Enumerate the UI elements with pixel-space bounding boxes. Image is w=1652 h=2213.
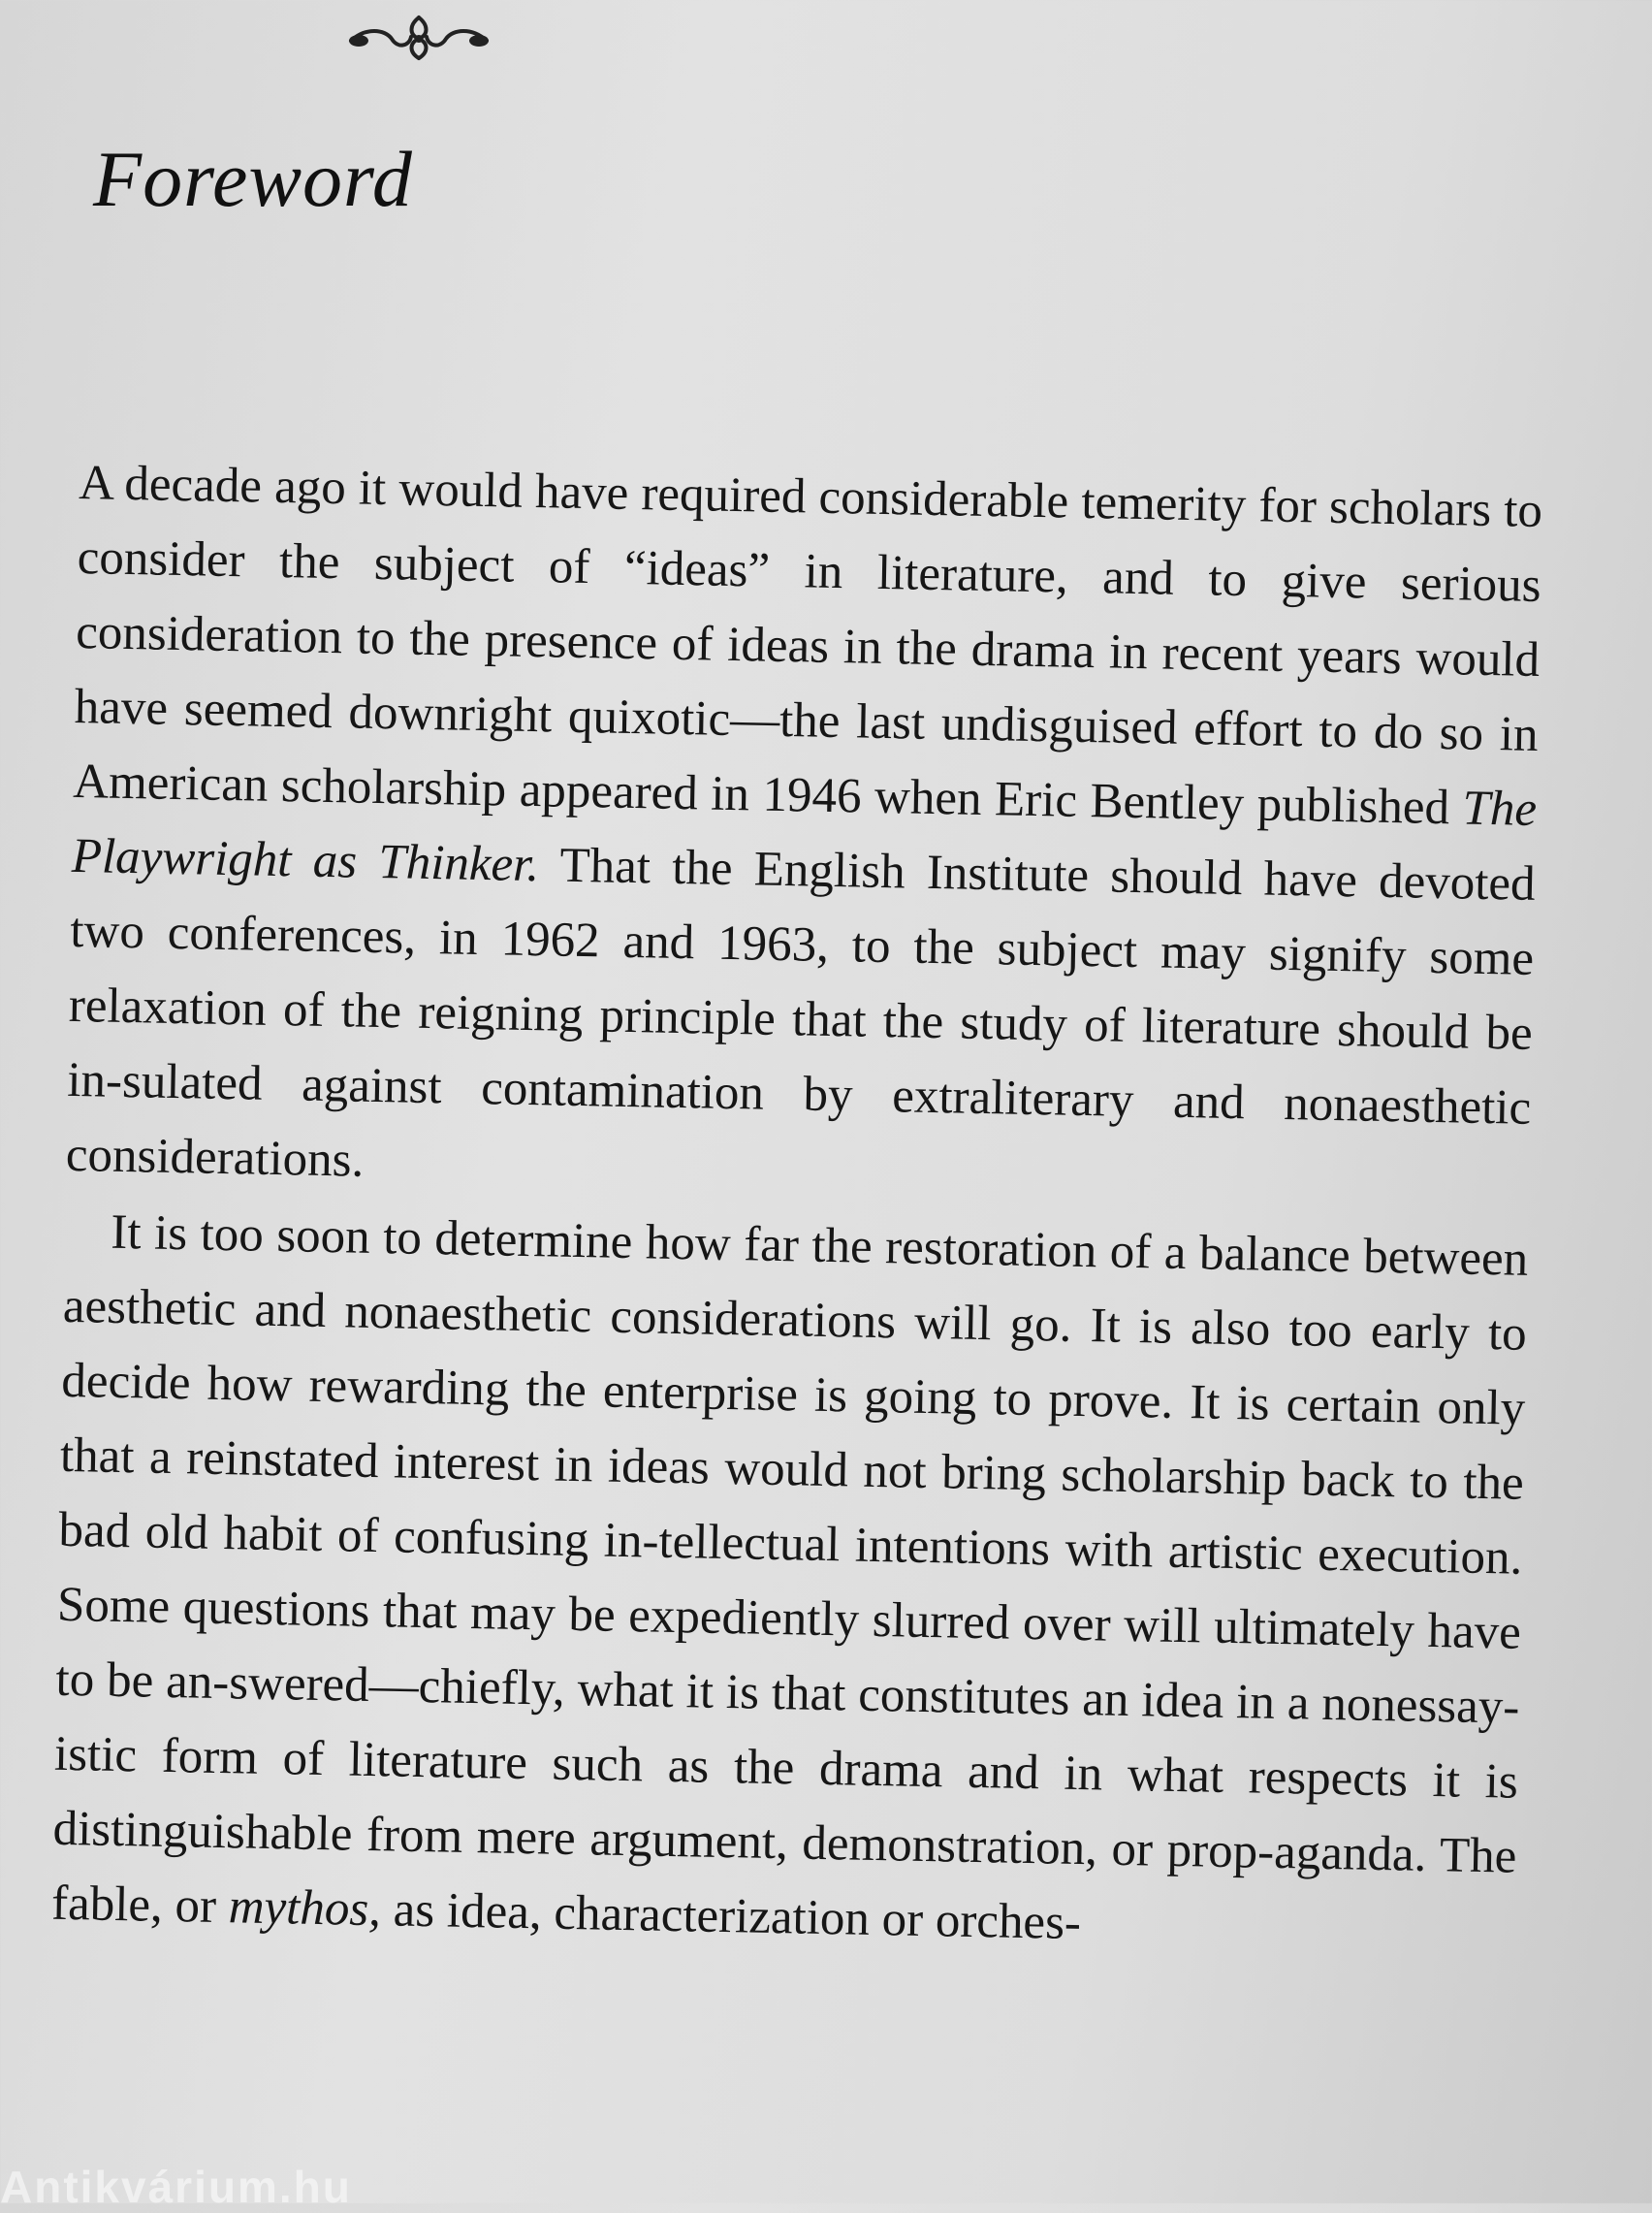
foreword-body: [50, 446, 1542, 1970]
paragraph-2-text-before: It is too soon to determine how far the restoration of a balance between aesthetic and nonaesthetic considerations will go. It is also too early to decide how rewarding the enterprise is going to prove. It is certain only that a reinstated interest in ideas would not bring scholarship back to the bad old habit of confusing in-tellectual intentions with artistic execution. Some questions that may be expediently slurred over will ultimately have to be an-swered—chiefly, what it is that constitutes an idea in a nonessay-istic form of literature such as the drama and in what respects it is distinguishable from mere argument, demonstration, or prop-aganda. The fable, or: [50, 1204, 1529, 1935]
book-title-italic: The Playwright as Thinker.: [71, 781, 1538, 893]
paragraph-2-text-after: as idea, characterization or orches-: [380, 1882, 1082, 1951]
paragraph-1: [65, 446, 1543, 1221]
watermark: Antikvárium.hu: [0, 2162, 352, 2212]
paragraph-2: [50, 1195, 1529, 1970]
paragraph-1-text-after: That the English Institute should have devoted two conferences, in 1962 and 1963, to the subject may signify some relaxation of the reigning principle that the study of literature should be in-sulated against contamination by extraliterary and nonaesthetic considerations.: [65, 838, 1537, 1188]
paragraph-1-text-before: A decade ago it would have required considerable temerity for scholars to consider the subject of “ideas” in literature, and to give serious consideration to the presence of ideas in the drama in recent years would have seemed downright quixotic—the last undisguised effort to do so in American scholarship appeared in 1946 when Eric Bentley published: [72, 455, 1543, 836]
fleuron-ornament-icon: [341, 8, 496, 66]
page-title: Foreword: [93, 135, 413, 223]
mythos-italic: mythos,: [228, 1879, 382, 1938]
